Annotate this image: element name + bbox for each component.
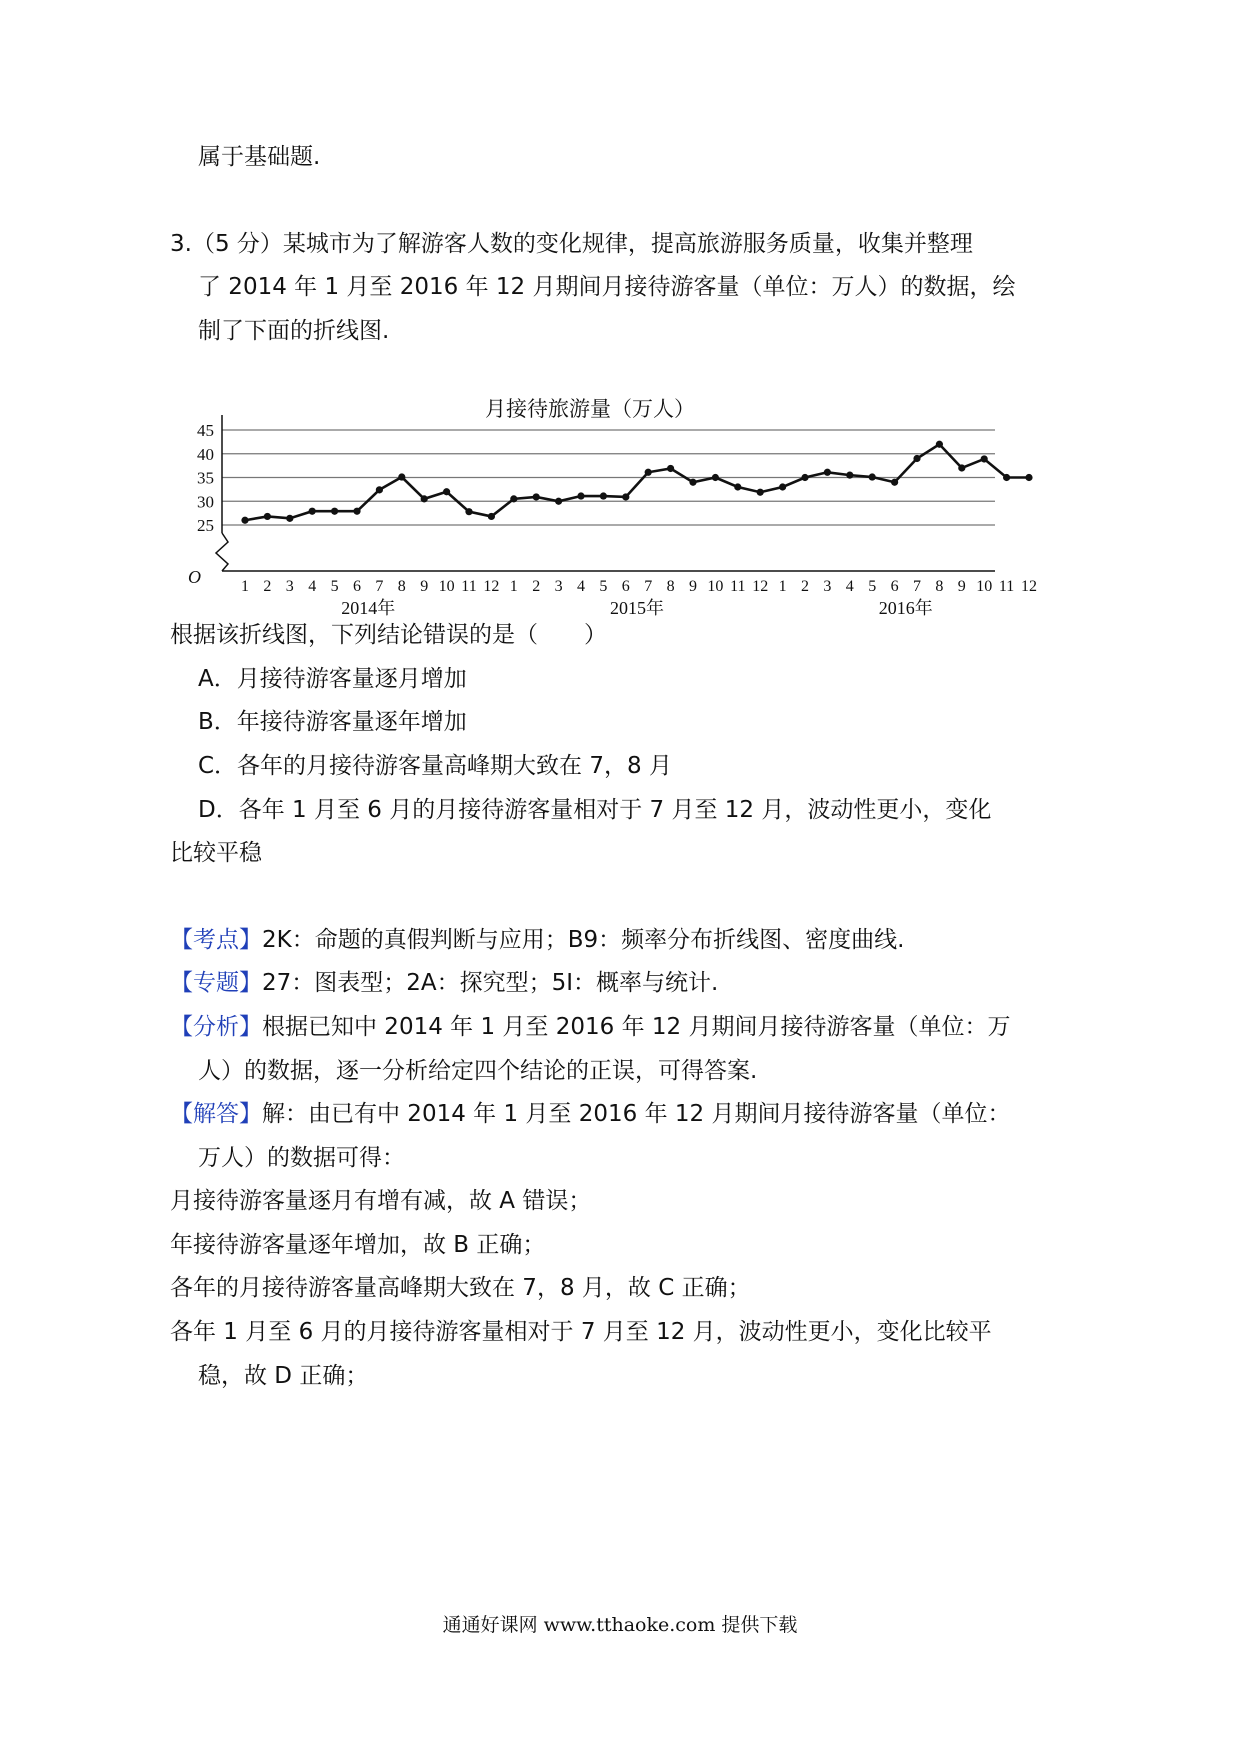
x-tick-label: 5 [868, 578, 877, 595]
x-tick-label: 1 [778, 578, 787, 595]
x-tick-label: 6 [621, 578, 630, 595]
x-tick-label: 4 [577, 578, 585, 595]
data-point [421, 495, 428, 502]
data-point [331, 508, 338, 515]
x-tick-label: 8 [935, 578, 944, 595]
y-tick-label-35: 35 [197, 468, 214, 488]
footer: 通通好课网 www.tthaoke.com 提供下载 [442, 1614, 798, 1636]
data-point [510, 495, 517, 502]
solution-line-d-2: 稳，故 D 正确； [198, 1363, 369, 1389]
solution-line-a: 月接待游客量逐月有增有减，故 A 错误； [170, 1188, 592, 1214]
y-tick-label-25: 25 [197, 516, 214, 535]
data-point [398, 473, 405, 480]
data-point [846, 472, 853, 479]
x-tick-label: 12 [1021, 578, 1037, 595]
x-tick-label: 7 [644, 578, 653, 595]
chart-title: 月接待旅游量（万人） [485, 397, 695, 421]
option-a: A．月接待游客量逐月增加 [198, 666, 467, 692]
data-point [913, 455, 920, 462]
zhuanti-text: 27：图表型；2A：探究型；5I：概率与统计. [262, 970, 719, 996]
data-point [465, 508, 472, 515]
line-chart [188, 395, 1037, 620]
jieda-text-1: 解：由已有中 2014 年 1 月至 2016 年 12 月期间月接待游客量（单位： [262, 1101, 1011, 1127]
data-point [757, 489, 764, 496]
question-line-1: 3.（5 分）某城市为了解游客人数的变化规律，提高旅游服务质量，收集并整理 [170, 231, 973, 257]
data-point [1025, 474, 1032, 481]
question-prompt: 根据该折线图，下列结论错误的是（ ） [170, 622, 607, 648]
y-tick-label-40: 40 [197, 444, 214, 464]
data-point [577, 492, 584, 499]
jieda-row [170, 1099, 1010, 1129]
x-tick-label: 4 [845, 578, 854, 595]
zhuanti-tag: 【专题】 [170, 970, 262, 996]
x-tick-label: 8 [666, 578, 675, 595]
year-label: 2014年 [341, 598, 396, 618]
data-point [869, 473, 876, 480]
data-point [667, 465, 674, 472]
x-tick-label: 7 [913, 578, 921, 595]
question-line-2: 了 2014 年 1 月至 2016 年 12 月期间月接待游客量（单位：万人）的数据，绘 [198, 274, 1016, 300]
y-tick-label-30: 30 [197, 492, 214, 512]
solution-line-d-1: 各年 1 月至 6 月的月接待游客量相对于 7 月至 12 月，波动性更小，变化比较平 [170, 1319, 992, 1345]
axis-break-icon [216, 533, 228, 571]
option-c: C．各年的月接待游客量高峰期大致在 7，8 月 [198, 753, 672, 779]
x-tick-label: 5 [330, 578, 339, 595]
kaodian-row [170, 925, 904, 955]
data-point [533, 493, 540, 500]
data-point [779, 483, 786, 490]
x-tick-label: 2 [801, 578, 809, 595]
x-tick-label: 12 [483, 578, 500, 595]
x-tick-label: 11 [461, 578, 477, 595]
x-tick-label: 10 [707, 578, 724, 595]
data-point [443, 488, 450, 495]
fenxi-text-2: 人）的数据，逐一分析给定四个结论的正误，可得答案. [198, 1058, 758, 1084]
option-d-line-2: 比较平稳 [170, 840, 262, 866]
x-tick-label: 11 [998, 578, 1015, 595]
origin-label: O [188, 567, 201, 587]
data-point [712, 474, 719, 481]
x-tick-label: 11 [730, 578, 746, 595]
year-label: 2015年 [610, 598, 664, 618]
solution-line-b: 年接待游客量逐年增加，故 B 正确； [170, 1232, 546, 1258]
data-point [734, 483, 741, 490]
data-point [488, 513, 495, 520]
option-b: B．年接待游客量逐年增加 [198, 709, 467, 735]
series-line [245, 444, 1029, 520]
x-tick-label: 6 [890, 578, 899, 595]
x-tick-label: 3 [823, 578, 832, 595]
data-point [376, 486, 383, 493]
x-tick-label: 5 [599, 578, 608, 595]
option-d-line-1: D．各年 1 月至 6 月的月接待游客量相对于 7 月至 12 月，波动性更小，变化 [198, 797, 992, 823]
jieda-text-2: 万人）的数据可得： [198, 1145, 405, 1171]
data-point [689, 479, 696, 486]
data-point [824, 469, 831, 476]
x-tick-label: 8 [397, 578, 406, 595]
data-point [353, 508, 360, 515]
zhuanti-row [170, 968, 718, 998]
x-tick-label: 10 [438, 578, 455, 595]
x-tick-label: 3 [554, 578, 563, 595]
fenxi-text-1: 根据已知中 2014 年 1 月至 2016 年 12 月期间月接待游客量（单位：万 [262, 1014, 1011, 1040]
year-label: 2016年 [878, 598, 933, 618]
data-point [241, 517, 248, 524]
x-tick-label: 4 [308, 578, 317, 595]
intro-line: 属于基础题. [198, 144, 321, 170]
kaodian-text: 2K：命题的真假判断与应用；B9：频率分布折线图、密度曲线. [262, 927, 905, 953]
data-point [891, 479, 898, 486]
data-point [645, 469, 652, 476]
x-tick-label: 12 [752, 578, 769, 595]
x-tick-label: 1 [509, 578, 518, 595]
question-line-3: 制了下面的折线图. [198, 318, 390, 344]
x-tick-label: 1 [241, 578, 249, 595]
y-tick-label-45: 45 [197, 421, 214, 440]
x-tick-label: 7 [375, 578, 384, 595]
x-tick-label: 6 [353, 578, 361, 595]
data-point [555, 498, 562, 505]
fenxi-tag: 【分析】 [170, 1014, 262, 1040]
data-point [264, 513, 271, 520]
x-tick-label: 9 [957, 578, 966, 595]
data-point [958, 464, 965, 471]
x-tick-label: 2 [263, 578, 272, 595]
x-tick-label: 3 [285, 578, 294, 595]
kaodian-tag: 【考点】 [170, 927, 262, 953]
data-point [1003, 474, 1010, 481]
data-point [981, 455, 988, 462]
data-point [622, 493, 629, 500]
jieda-tag: 【解答】 [170, 1101, 262, 1127]
data-point [309, 508, 316, 515]
data-point [286, 515, 293, 522]
x-tick-label: 9 [420, 578, 429, 595]
data-point [936, 441, 943, 448]
fenxi-row [170, 1012, 1010, 1042]
data-point [801, 474, 808, 481]
x-tick-label: 9 [689, 578, 697, 595]
x-tick-label: 2 [532, 578, 541, 595]
solution-line-c: 各年的月接待游客量高峰期大致在 7，8 月，故 C 正确； [170, 1275, 751, 1301]
x-tick-label: 10 [976, 578, 993, 595]
data-point [600, 492, 607, 499]
